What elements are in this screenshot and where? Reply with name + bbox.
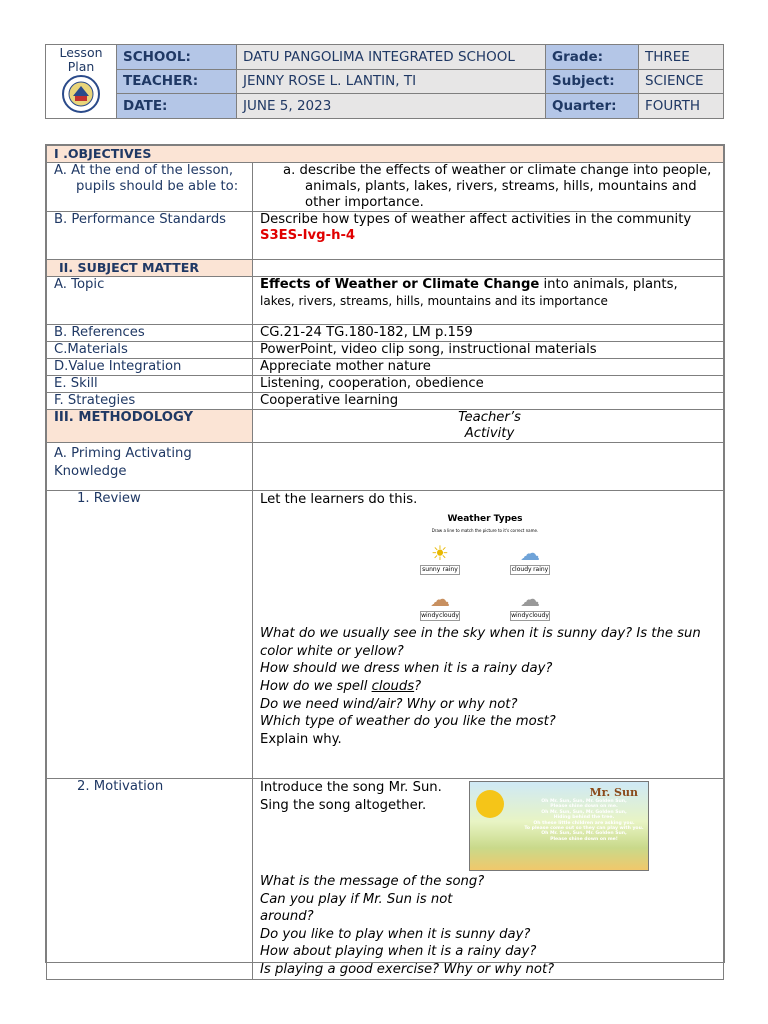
motivation-label: 2. Motivation xyxy=(47,779,253,980)
topic-label: A. Topic xyxy=(47,277,253,325)
motivation-intro: Introduce the song Mr. Sun. xyxy=(260,780,442,795)
teachers-activity-heading: Teacher’s Activity xyxy=(458,410,521,441)
subject-matter-heading: II. SUBJECT MATTER xyxy=(47,260,253,277)
teacher-value: JENNY ROSE L. LANTIN, TI xyxy=(237,69,546,94)
topic-title: Effects of Weather or Climate Change xyxy=(260,277,540,292)
motivation-question-3: Do you like to play when it is sunny day? xyxy=(260,926,531,942)
skill-label: E. Skill xyxy=(47,376,253,393)
worksheet-instruction: Draw a line to match the picture to it's correct name. xyxy=(431,528,539,534)
wind-cloud-icon: ☁ xyxy=(430,587,450,612)
objective-a-label: A. At the end of the lesson, pupils should be able to: xyxy=(54,163,239,194)
weather-card-rainy: ☁ cloudy rainy xyxy=(511,541,549,574)
value-integration-value: Appreciate mother nature xyxy=(253,359,724,376)
priming-label: A. Priming Activating Knowledge xyxy=(47,443,253,491)
song-title: Mr. Sun xyxy=(589,786,638,799)
date-label: DATE: xyxy=(117,94,237,119)
performance-standards-label: B. Performance Standards xyxy=(54,212,227,227)
sun-icon: ☀ xyxy=(431,541,449,566)
review-question-3: How do we spell clouds? xyxy=(260,678,422,694)
materials-value: PowerPoint, video clip song, instructional materials xyxy=(253,342,724,359)
school-value: DATU PANGOLIMA INTEGRATED SCHOOL xyxy=(237,45,546,70)
motivation-question-5: Is playing a good exercise? Why or why not? xyxy=(260,961,555,977)
school-label: SCHOOL: xyxy=(117,45,237,70)
grade-label: Grade: xyxy=(546,45,639,70)
subject-label: Subject: xyxy=(546,69,639,94)
motivation-question-1: What is the message of the song? xyxy=(260,874,485,889)
lesson-body xyxy=(45,144,725,977)
review-question-2: How should we dress when it is a rainy day? xyxy=(260,661,553,677)
motivation-sing: Sing the song altogether. xyxy=(260,797,427,813)
teacher-label: TEACHER: xyxy=(117,69,237,94)
review-question-1: What do we usually see in the sky when it is sunny day? Is the sun color white or yellow? xyxy=(260,626,701,659)
review-question-5: Which type of weather do you like the most? xyxy=(260,714,556,730)
references-value: CG.21-24 TG.180-182, LM p.159 xyxy=(253,325,724,342)
strategies-value: Cooperative learning xyxy=(253,393,724,410)
subject-value: SCIENCE xyxy=(639,69,724,94)
header-table xyxy=(45,44,724,119)
objectives-heading: I .OBJECTIVES xyxy=(47,146,724,163)
review-question-6: Explain why. xyxy=(260,731,342,747)
weather-card-windy: ☁ windy cloudy xyxy=(421,587,459,620)
review-question-4: Do we need wind/air? Why or why not? xyxy=(260,696,518,712)
weather-card-cloudy: ☁ windy cloudy xyxy=(511,587,549,620)
objective-a-text: a. describe the effects of weather or climate change into people, animals, plants, lakes, rivers, streams, hills, mountains and other importance. xyxy=(283,163,712,210)
grade-value: THREE xyxy=(639,45,724,70)
skill-value: Listening, cooperation, obedience xyxy=(253,376,724,393)
deped-seal-icon xyxy=(59,74,103,114)
logo-cell xyxy=(46,45,117,119)
lesson-table xyxy=(46,145,724,980)
motivation-question-4: How about playing when it is a rainy day? xyxy=(260,944,537,960)
worksheet-title: Weather Types xyxy=(447,513,523,524)
topic-rest: into animals, plants, xyxy=(539,277,678,292)
strategies-label: F. Strategies xyxy=(47,393,253,410)
weather-types-worksheet xyxy=(420,511,550,622)
lesson-plan-title: Lesson Plan xyxy=(59,45,103,74)
competency-code: S3ES-Ivg-h-4 xyxy=(260,228,356,243)
materials-label: C.Materials xyxy=(47,342,253,359)
references-label: B. References xyxy=(47,325,253,342)
review-intro: Let the learners do this. xyxy=(260,492,418,507)
performance-standards-text: Describe how types of weather affect activities in the community xyxy=(260,212,692,227)
sun-icon xyxy=(476,790,504,818)
cloud-icon: ☁ xyxy=(520,587,540,612)
date-value: JUNE 5, 2023 xyxy=(237,94,546,119)
rain-cloud-icon: ☁ xyxy=(520,541,540,566)
song-lyrics: Oh Mr. Sun, Sun, Mr. Golden Sun, Please shine down on me. Oh Mr. Sun, Sun, Mr. Golden Sun, Hiding behind the tree. Oh these little children are asking you. To please come out so they can play with you. Oh Mr. Sun, Sun, Mr. Golden Sun, Please shine down on me! xyxy=(524,799,644,842)
topic-detail: lakes, rivers, streams, hills, mountains and its importance xyxy=(260,294,608,308)
review-label: 1. Review xyxy=(47,491,253,779)
mr-sun-song-image xyxy=(469,781,649,871)
quarter-label: Quarter: xyxy=(546,94,639,119)
quarter-value: FOURTH xyxy=(639,94,724,119)
methodology-heading: III. METHODOLOGY xyxy=(47,410,253,443)
motivation-question-2: Can you play if Mr. Sun is not around? xyxy=(260,891,453,925)
weather-card-sunny: ☀ sunny rainy xyxy=(420,541,460,575)
value-integration-label: D.Value Integration xyxy=(47,359,253,376)
